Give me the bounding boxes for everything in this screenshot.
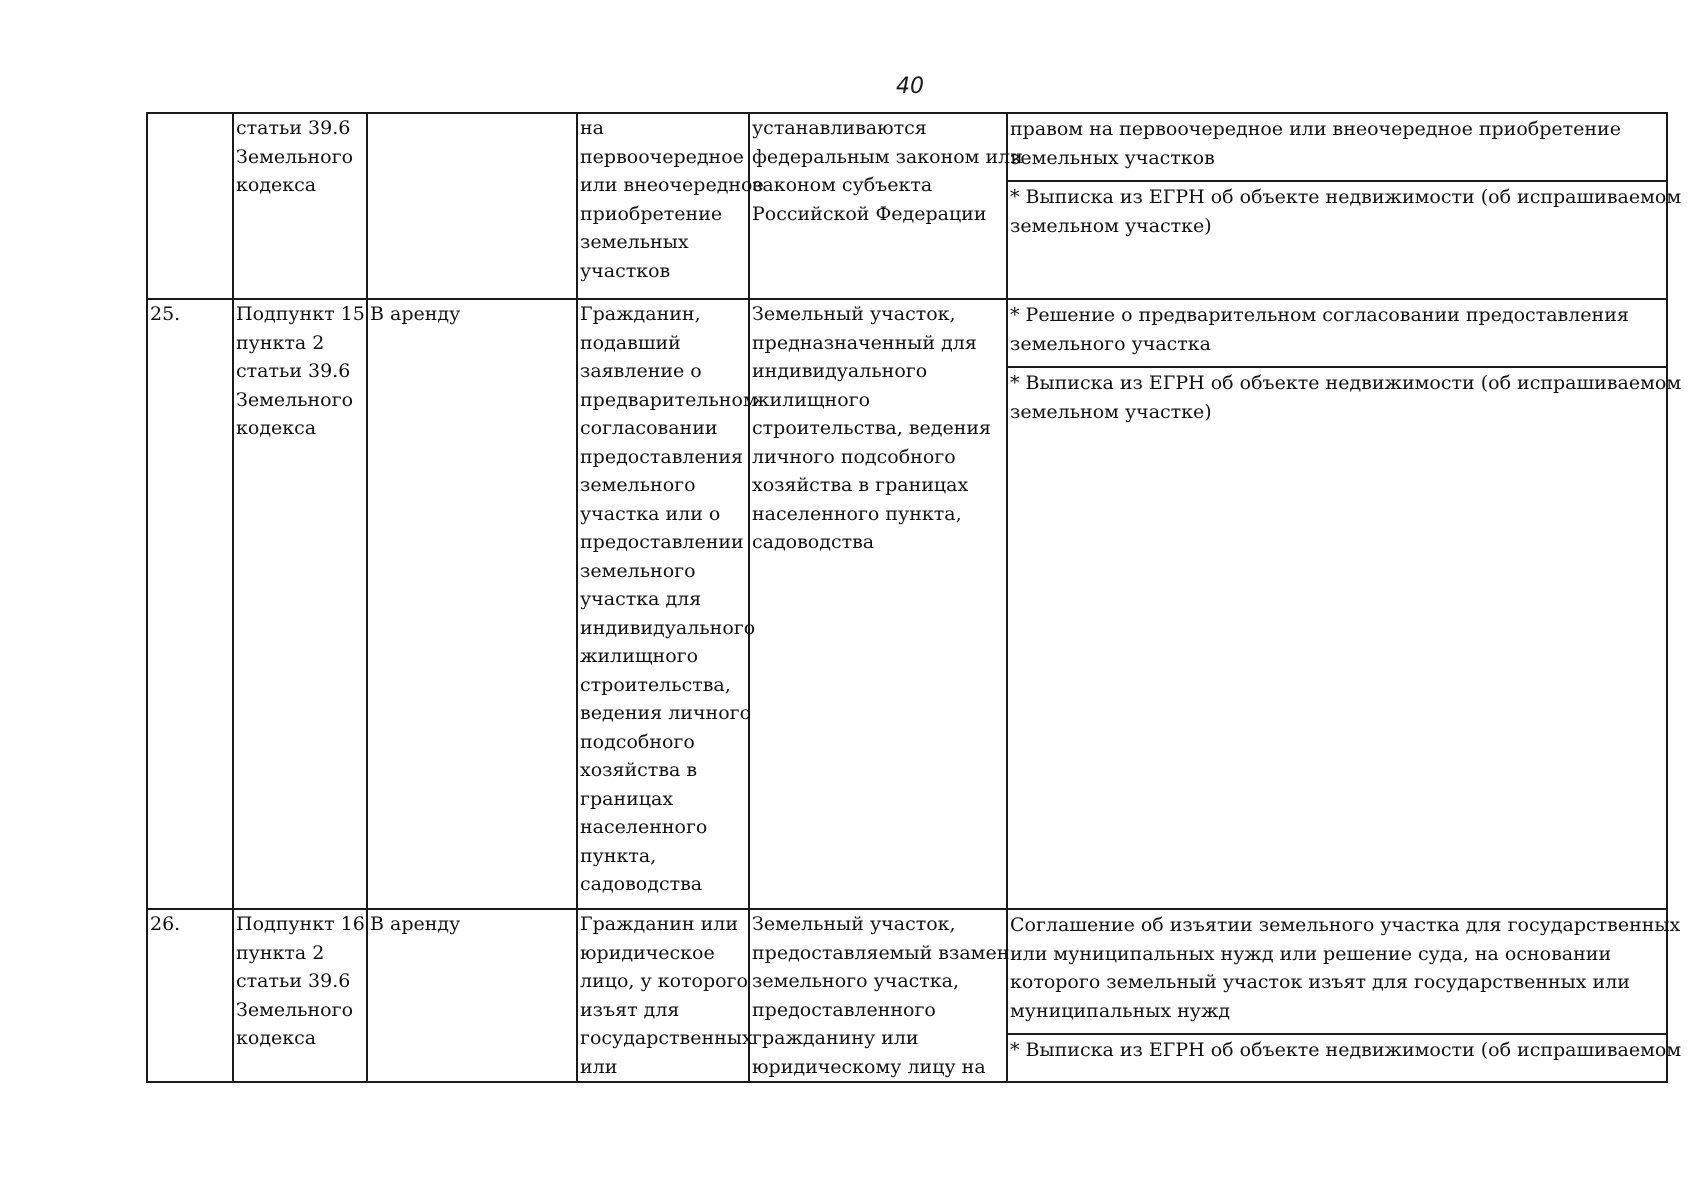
documents-list <box>1008 114 1682 298</box>
applicant-line: строительства, <box>580 673 731 696</box>
document-line: земельных участков <box>1010 146 1215 169</box>
legal-basis-line: Земельного <box>236 145 354 168</box>
row-number: 26. <box>147 909 233 1082</box>
document-line: * Выписка из ЕГРН об объекте недвижимости (об испрашиваемом <box>1010 186 1682 208</box>
applicant-line: Гражданин или <box>580 913 739 935</box>
legal-basis-line: Подпункт 15 <box>236 303 365 325</box>
applicant-line: садоводства <box>580 873 703 895</box>
document-item <box>1008 300 1666 368</box>
applicant-line: согласовании <box>580 417 718 439</box>
applicant-line: земельного <box>580 559 696 582</box>
document-line: земельном участке) <box>1010 400 1212 423</box>
land-plot-line: Российской Федерации <box>752 202 987 225</box>
document-item <box>1008 910 1681 1035</box>
legal-basis-cell <box>233 909 367 1082</box>
land-plot-line: населенного пункта, <box>752 502 962 525</box>
applicant-line: предварительном <box>580 388 758 411</box>
applicant-line: лицо, у которого <box>580 970 748 992</box>
legal-basis-line: пункта 2 <box>236 331 325 354</box>
document-item <box>1008 368 1682 908</box>
document-item <box>1008 114 1666 182</box>
applicant-line: земельных <box>580 231 689 253</box>
applicant-line: подавший <box>580 331 681 354</box>
land-plot-line: строительства, ведения <box>752 417 992 439</box>
legal-basis-line: Земельного <box>236 388 354 411</box>
legal-basis-line: статьи 39.6 <box>236 970 351 992</box>
page-number: 40 <box>896 74 924 99</box>
document-line: земельного участка <box>1010 332 1212 355</box>
land-plot-line: личного подсобного <box>752 445 956 468</box>
applicant-line: подсобного <box>580 730 695 753</box>
applicant-line: участка для <box>580 588 702 610</box>
applicant-line: первоочередное <box>580 145 744 168</box>
legal-basis-line: Земельного <box>236 998 354 1021</box>
land-plot-line: земельного участка, <box>752 970 960 992</box>
document-line: которого земельный участок изъят для государственных или <box>1010 971 1630 993</box>
applicant-cell <box>577 299 758 909</box>
legal-basis-line: кодекса <box>236 417 317 439</box>
applicant-line: жилищного <box>580 645 699 667</box>
applicant-line: границах <box>580 787 674 810</box>
applicant-line: участков <box>580 259 671 282</box>
applicant-line: хозяйства в <box>580 759 698 781</box>
applicant-line: на <box>580 117 604 139</box>
document-line: Соглашение об изъятии земельного участка для государственных <box>1010 914 1681 936</box>
legal-basis-cell <box>233 113 367 299</box>
land-plot-cell <box>749 909 1010 1082</box>
document-line: * Выписка из ЕГРН об объекте недвижимости (об испрашиваемом <box>1010 372 1682 394</box>
provision-form-cell <box>367 113 577 299</box>
land-plot-line: хозяйства в границах <box>752 474 969 496</box>
land-plot-cell <box>749 299 1007 909</box>
document-item <box>1008 1035 1682 1081</box>
legal-basis-line: пункта 2 <box>236 941 325 964</box>
table-row <box>147 909 1667 1082</box>
legal-basis-line: статьи 39.6 <box>236 117 351 139</box>
land-plot-line: садоводства <box>752 531 875 553</box>
documents-list <box>1008 300 1682 908</box>
land-plot-line: предназначенный для <box>752 331 977 354</box>
table-row <box>147 113 1667 299</box>
document-item <box>1008 182 1682 298</box>
row-number <box>147 113 233 299</box>
land-plot-line: индивидуального <box>752 360 928 382</box>
applicant-line: или внеочередное <box>580 174 764 196</box>
legal-basis-line: кодекса <box>236 174 317 196</box>
land-plot-line: Земельный участок, <box>752 303 956 325</box>
documents-list <box>1008 910 1682 1081</box>
land-plot-line: законом субъекта <box>752 174 933 196</box>
land-plot-line: гражданину или <box>752 1027 919 1049</box>
applicant-line: предоставления <box>580 445 744 468</box>
land-plot-line: устанавливаются <box>752 117 927 139</box>
table-row <box>147 299 1667 909</box>
applicant-line: или <box>580 1055 618 1078</box>
land-plot-line: Земельный участок, <box>752 913 956 935</box>
applicant-cell <box>577 909 753 1082</box>
land-plot-line: предоставляемый взамен <box>752 941 1010 964</box>
applicant-line: пункта, <box>580 844 657 867</box>
provision-form-cell: В аренду <box>367 299 577 909</box>
land-plot-line: предоставленного <box>752 998 936 1021</box>
document-line: * Выписка из ЕГРН об объекте недвижимости (об испрашиваемом <box>1010 1039 1682 1061</box>
applicant-line: юридическое <box>580 941 715 964</box>
land-plot-line: юридическому лицу на <box>752 1055 986 1078</box>
provision-form-cell: В аренду <box>367 909 577 1082</box>
land-plot-line: федеральным законом или <box>752 145 1023 168</box>
land-provision-table <box>146 112 1682 1083</box>
applicant-line: предоставлении <box>580 531 744 553</box>
row-number: 25. <box>147 299 233 909</box>
documents-cell <box>1007 113 1682 299</box>
land-plot-line: жилищного <box>752 388 871 411</box>
applicant-cell <box>577 113 764 299</box>
applicant-line: ведения личного <box>580 702 752 724</box>
land-plot-cell <box>749 113 1023 299</box>
legal-basis-line: статьи 39.6 <box>236 360 351 382</box>
applicant-line: участка или о <box>580 502 721 525</box>
document-line: муниципальных нужд <box>1010 999 1231 1022</box>
applicant-line: государственных <box>580 1027 753 1049</box>
document-line: земельном участке) <box>1010 214 1212 237</box>
applicant-line: населенного <box>580 816 708 838</box>
document-line: правом на первоочередное или внеочередное приобретение <box>1010 118 1621 140</box>
applicant-line: земельного <box>580 474 696 496</box>
applicant-line: изъят для <box>580 998 680 1021</box>
document-line: или муниципальных нужд или решение суда, на основании <box>1010 942 1612 965</box>
applicant-line: приобретение <box>580 202 723 225</box>
document-line: * Решение о предварительном согласовании предоставления <box>1010 304 1629 326</box>
applicant-line: индивидуального <box>580 616 756 639</box>
documents-cell <box>1007 909 1682 1082</box>
legal-basis-line: кодекса <box>236 1027 317 1049</box>
documents-cell <box>1007 299 1682 909</box>
applicant-line: Гражданин, <box>580 303 701 325</box>
legal-basis-cell <box>233 299 367 909</box>
applicant-line: заявление о <box>580 360 702 382</box>
legal-basis-line: Подпункт 16 <box>236 913 365 935</box>
